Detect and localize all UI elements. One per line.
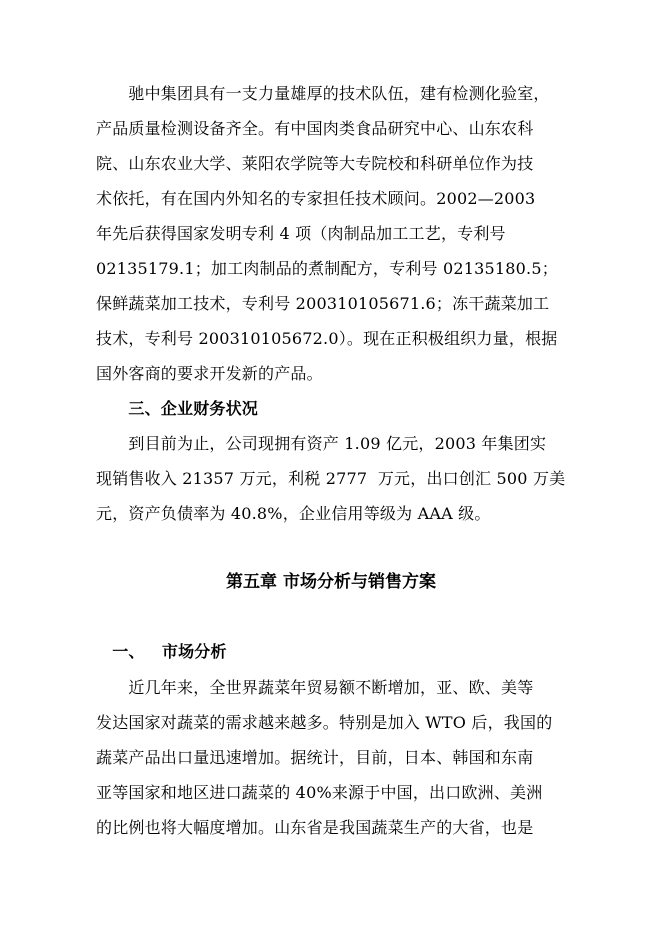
- paragraph-tech-line: 驰中集团具有一支力量雄厚的技术队伍，建有检测化验室，: [96, 84, 550, 103]
- paragraph-market-line: 亚等国家和地区进口蔬菜的 40%来源于中国，出口欧洲、美洲: [96, 783, 543, 802]
- paragraph-finance-line: 现销售收入 21357 万元，利税 2777 万元，出口创汇 500 万美: [96, 469, 566, 488]
- paragraph-tech-line: 院、山东农业大学、莱阳农学院等大专院校和科研单位作为技: [96, 154, 534, 173]
- paragraph-tech-line: 产品质量检测设备齐全。有中国肉类食品研究中心、山东农科: [96, 119, 534, 138]
- section-heading-finance: 三、企业财务状况: [96, 399, 259, 418]
- paragraph-market-line: 近几年来，全世界蔬菜年贸易额不断增加，亚、欧、美等: [96, 678, 534, 697]
- section-heading-market: 一、 市场分析: [96, 642, 227, 661]
- paragraph-tech-line: 02135179.1；加工肉制品的煮制配方，专利号 02135180.5；: [96, 259, 558, 278]
- chapter-title: 第五章 市场分析与销售方案: [226, 572, 436, 592]
- paragraph-finance-line: 到目前为止，公司现拥有资产 1.09 亿元，2003 年集团实: [96, 434, 547, 453]
- paragraph-market-line: 的比例也将大幅度增加。山东省是我国蔬菜生产的大省，也是: [96, 818, 534, 837]
- paragraph-tech-line: 国外客商的要求开发新的产品。: [96, 364, 323, 383]
- paragraph-market-line: 发达国家对蔬菜的需求越来越多。特别是加入 WTO 后，我国的: [96, 713, 553, 732]
- paragraph-tech-line: 术依托，有在国内外知名的专家担任技术顾问。2002—2003: [96, 189, 536, 208]
- paragraph-tech-line: 技术，专利号 200310105672.0）。现在正积极组织力量，根据: [96, 329, 558, 348]
- paragraph-market-line: 蔬菜产品出口量迅速增加。据统计，目前，日本、韩国和东南: [96, 748, 534, 767]
- paragraph-tech-line: 保鲜蔬菜加工技术，专利号 200310105671.6；冻干蔬菜加工: [96, 294, 550, 313]
- paragraph-tech-line: 年先后获得国家发明专利 4 项（肉制品加工工艺，专利号: [96, 224, 506, 243]
- paragraph-finance-line: 元，资产负债率为 40.8%，企业信用等级为 AAA 级。: [96, 504, 491, 523]
